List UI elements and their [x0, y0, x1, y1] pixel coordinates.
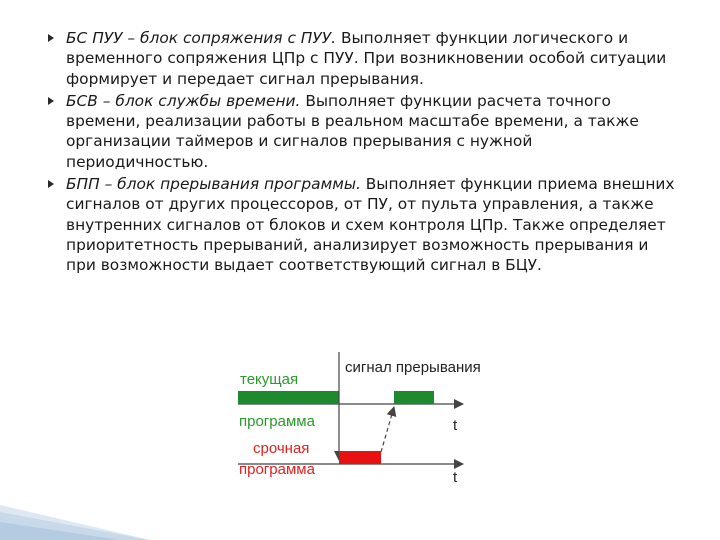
time-axis-label-bottom: t [453, 469, 458, 486]
current-program-label-2: программа [239, 413, 315, 430]
current-program-label-1: текущая [240, 371, 299, 388]
bullet-text: Выполняет функции расчета точного времени, реализации работы в реальном масштабе времени, а также организации таймеров и сигналов прерывания с нужной периодичностью. [66, 91, 639, 171]
interrupt-signal-label: сигнал прерывания [345, 359, 481, 376]
bullet-term: БСВ – блок службы времени. [66, 91, 301, 110]
bullet-term: БПП – блок прерывания программы. [66, 175, 361, 194]
corner-decoration [0, 450, 150, 540]
current-program-bar-1 [238, 391, 339, 404]
bullet-text: Выполняет функции приема внешних сигналов от других процессоров, от ПУ, от пульта управления, а также внутренних сигналов от блоков и схем контроля ЦПр. Также определяет приоритетность прерываний, анализирует возможность прерывания и при возможности выдает соответствующий сигнал в БЦУ. [66, 175, 675, 275]
urgent-program-label-2: программа [239, 461, 315, 478]
bullet-text: Выполняет функции логического и временного сопряжения ЦПр с ПУУ. При возникновении особой ситуации формирует и передает сигнал прерывания. [66, 29, 667, 88]
urgent-program-label-1: срочная [253, 440, 310, 457]
return-arrow [381, 407, 394, 452]
urgent-program-bar [339, 451, 381, 464]
current-program-bar-2 [394, 391, 434, 404]
bullet-term: БС ПУУ – блок сопряжения с ПУУ. [66, 29, 337, 47]
time-axis-label-top: t [453, 417, 458, 434]
